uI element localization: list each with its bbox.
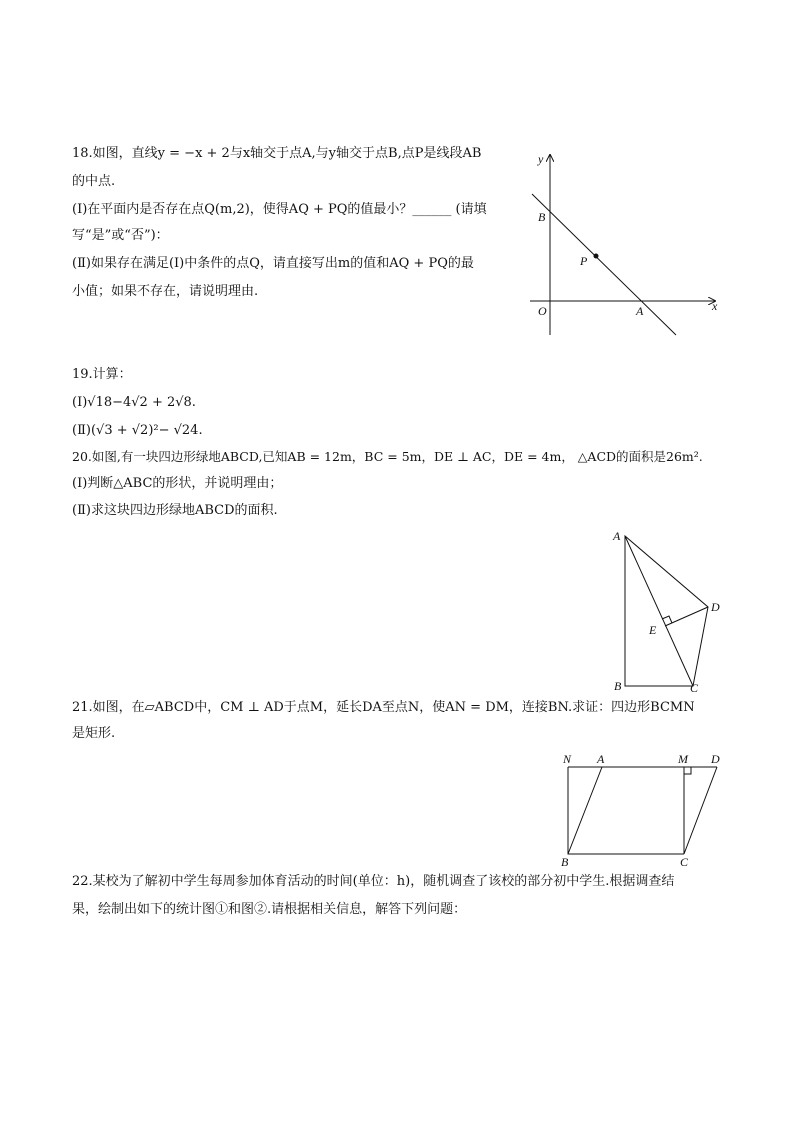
label-a: A — [636, 304, 644, 318]
diagonal-ac — [625, 536, 693, 686]
quadrilateral-abcd — [625, 536, 708, 686]
q19-line-1: 19.计算： — [72, 367, 132, 382]
q19-line-3: (Ⅱ)(√3 + √2)²− √24. — [72, 423, 203, 438]
q19-line-2: (Ⅰ)√18−4√2 + 2√8. — [72, 395, 196, 410]
q21-line-2: 是矩形. — [72, 726, 116, 741]
segment-de — [665, 607, 708, 626]
q20-quadrilateral-figure — [605, 525, 735, 700]
q18-line-5: (Ⅱ)如果存在满足(Ⅰ)中条件的点Q，请直接写出m的值和AQ + PQ的最 — [72, 256, 474, 271]
q18-line-4: 写“是”或“否”)： — [72, 228, 169, 243]
q20-line-3: (Ⅱ)求这块四边形绿地ABCD的面积. — [72, 503, 278, 518]
label-x: x — [712, 299, 718, 313]
q22-line-2: 果，绘制出如下的统计图①和图②.请根据相关信息，解答下列问题： — [72, 902, 467, 917]
q21-parallelogram-figure — [555, 748, 735, 873]
label-c: C — [690, 681, 699, 695]
label-b: B — [561, 855, 569, 869]
label-o: O — [538, 304, 547, 318]
q18-line-6: 小值；如果不存在，请说明理由. — [72, 284, 259, 299]
label-d: D — [711, 752, 720, 766]
q18-line-3: (Ⅰ)在平面内是否存在点Q(m,2)，使得AQ + PQ的值最小？______ (请填 — [72, 202, 487, 217]
label-m: M — [678, 752, 688, 766]
label-b: B — [538, 210, 546, 224]
q22-line-1: 22.某校为了解初中学生每周参加体育活动的时间(单位：h)，随机调查了该校的部分初中学生.根据调查结 — [72, 874, 675, 889]
line-ab — [532, 194, 676, 335]
segment-dc — [684, 767, 717, 854]
label-c: C — [680, 855, 689, 869]
segment-ab — [568, 767, 602, 854]
q21-line-1: 21.如图，在▱ABCD中，CM ⊥ AD于点M，延长DA至点N，使AN = DM，连接BN.求证：四边形BCMN — [72, 700, 695, 715]
label-d: D — [711, 600, 720, 614]
label-a: A — [597, 752, 605, 766]
label-y: y — [538, 152, 544, 166]
q18-line-1: 18.如图，直线y = −x + 2与x轴交于点A,与y轴交于点B,点P是线段AB — [72, 146, 482, 161]
point-p — [594, 254, 599, 259]
label-a: A — [613, 529, 621, 543]
label-n: N — [563, 752, 572, 766]
q18-line-2: 的中点. — [72, 174, 116, 189]
label-b: B — [614, 679, 622, 693]
q18-coordinate-figure — [520, 145, 730, 340]
label-e: E — [649, 623, 657, 637]
q20-line-1: 20.如图,有一块四边形绿地ABCD,已知AB = 12m，BC = 5m，DE ⊥ AC，DE = 4m， △ACD的面积是26m². — [72, 449, 703, 464]
right-angle-mark — [684, 767, 691, 774]
q20-line-2: (Ⅰ)判断△ABC的形状，并说明理由； — [72, 476, 283, 491]
label-p: P — [580, 254, 588, 268]
